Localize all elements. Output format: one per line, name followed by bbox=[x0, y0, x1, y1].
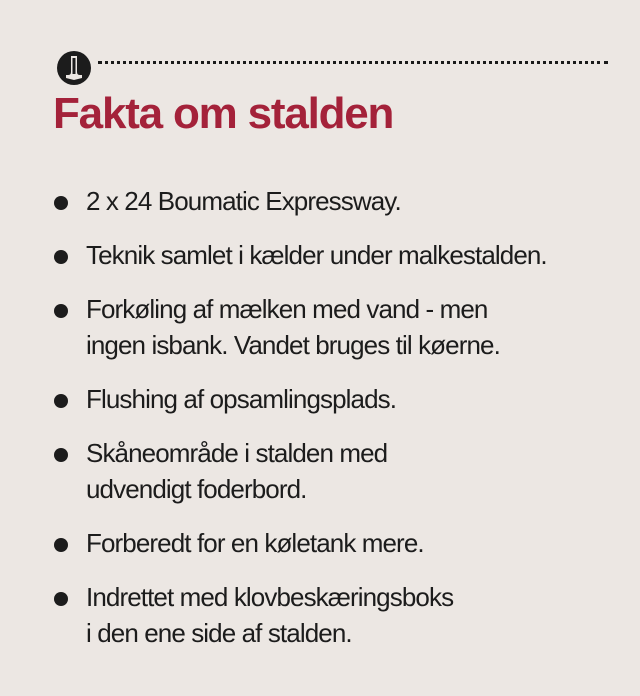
dotted-rule bbox=[98, 61, 608, 64]
list-item-text: Flushing af opsamlingsplads. bbox=[86, 384, 397, 414]
fact-list bbox=[54, 183, 624, 669]
list-item-text: Teknik samlet i kælder under malkestalden. bbox=[86, 240, 547, 270]
list-item-text: Forberedt for en køletank mere. bbox=[86, 528, 424, 558]
bullet-icon bbox=[54, 304, 68, 318]
list-item bbox=[54, 525, 624, 561]
bullet-icon bbox=[54, 538, 68, 552]
bullet-icon bbox=[54, 250, 68, 264]
list-item bbox=[54, 237, 624, 273]
list-item-text: Indrettet med klovbeskæringsboks i den ene side af stalden. bbox=[86, 582, 454, 648]
bullet-icon bbox=[54, 592, 68, 606]
bullet-icon bbox=[54, 196, 68, 210]
list-item bbox=[54, 579, 624, 651]
box-title: Fakta om stalden bbox=[53, 89, 394, 138]
list-item bbox=[54, 381, 624, 417]
bullet-icon bbox=[54, 448, 68, 462]
circular-emblem-icon bbox=[54, 48, 94, 88]
list-item-text: 2 x 24 Boumatic Expressway. bbox=[86, 186, 401, 216]
list-item-text: Skåneområde i stalden med udvendigt foderbord. bbox=[86, 438, 388, 504]
header-rule bbox=[54, 46, 610, 86]
list-item bbox=[54, 183, 624, 219]
list-item bbox=[54, 291, 624, 363]
bullet-icon bbox=[54, 394, 68, 408]
list-item-text: Forkøling af mælken med vand - men ingen isbank. Vandet bruges til køerne. bbox=[86, 294, 500, 360]
list-item bbox=[54, 435, 624, 507]
